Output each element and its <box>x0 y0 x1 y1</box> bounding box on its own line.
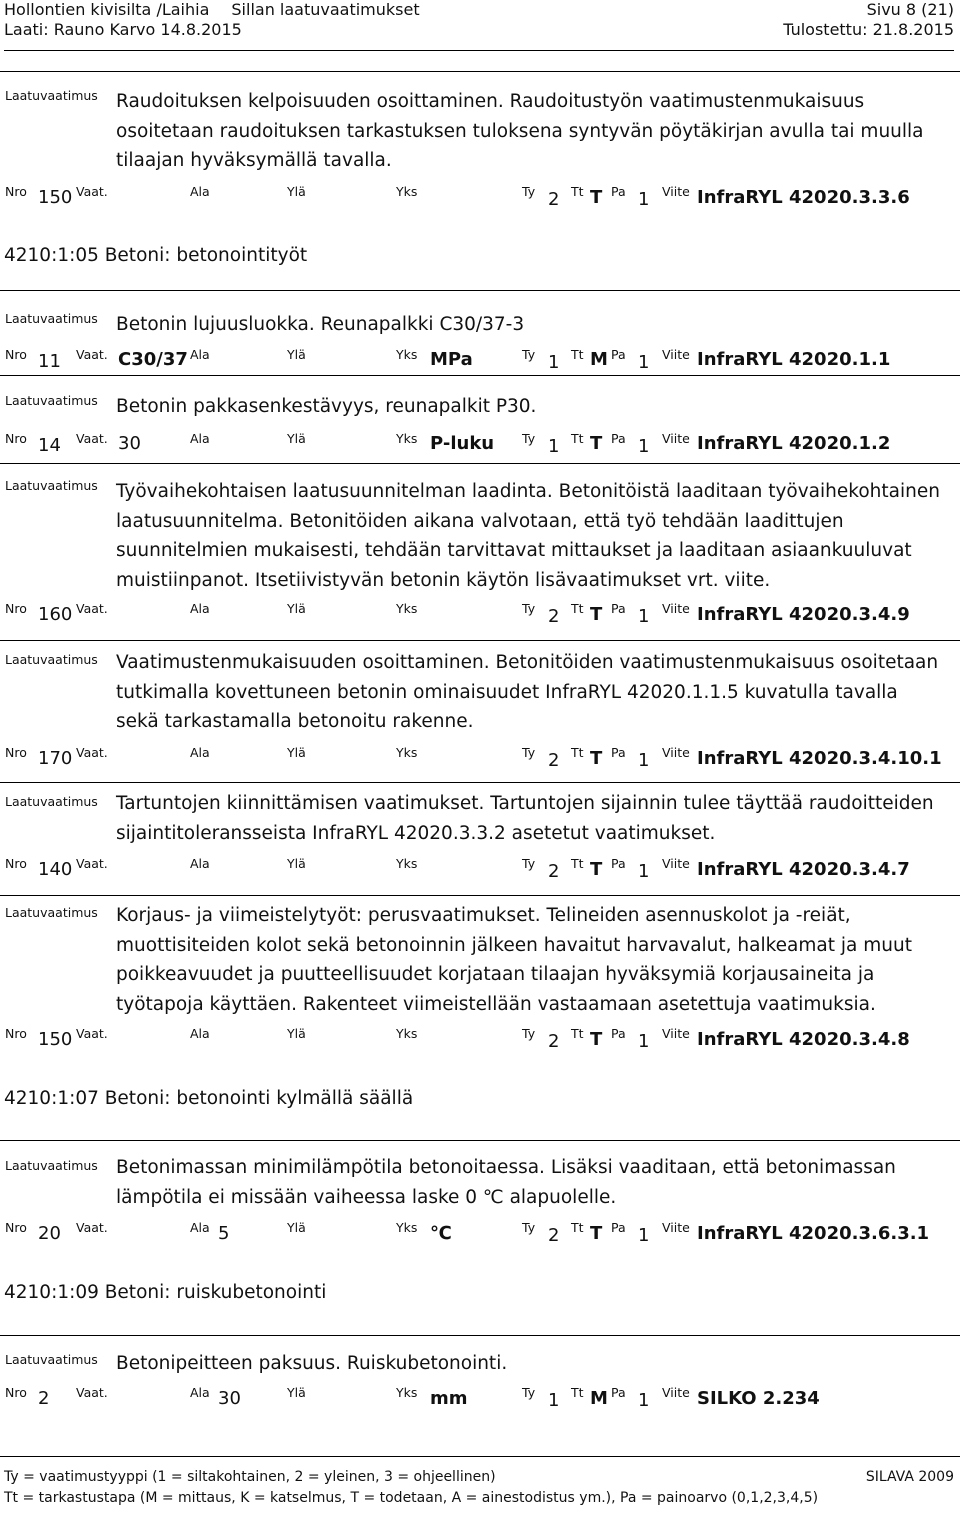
ala-label: Ala <box>190 431 210 446</box>
ty-label: Ty <box>522 1026 536 1041</box>
nro-label: Nro <box>5 745 27 760</box>
section-heading: 4210:1:05 Betoni: betonointityöt <box>4 245 308 266</box>
requirement-item <box>0 1140 960 1253</box>
requirement-item <box>0 71 960 212</box>
requirement-label: Laatuvaatimus <box>5 393 98 408</box>
viite-value: InfraRYL 42020.3.4.10.1 <box>697 748 942 769</box>
yla-label: Ylä <box>287 1220 306 1235</box>
pa-label: Pa <box>611 184 626 199</box>
yks-value: ℃ <box>430 1223 452 1244</box>
requirement-label: Laatuvaatimus <box>5 652 98 667</box>
section-heading: 4210:1:09 Betoni: ruiskubetonointi <box>4 1282 327 1303</box>
vaat-label: Vaat. <box>76 431 108 446</box>
ty-value: 2 <box>548 861 560 882</box>
viite-label: Viite <box>662 745 690 760</box>
vaat-label: Vaat. <box>76 347 108 362</box>
requirement-label: Laatuvaatimus <box>5 905 98 920</box>
document-name: Sillan laatuvaatimukset <box>231 0 420 19</box>
viite-label: Viite <box>662 1026 690 1041</box>
viite-value: InfraRYL 42020.3.3.6 <box>697 187 910 208</box>
tt-value: T <box>590 187 603 208</box>
requirement-item <box>0 895 960 1066</box>
tt-value: M <box>590 349 608 370</box>
nro-label: Nro <box>5 1220 27 1235</box>
ty-label: Ty <box>522 856 536 871</box>
print-date: Tulostettu: 21.8.2015 <box>783 20 954 39</box>
section-heading: 4210:1:07 Betoni: betonointi kylmällä säällä <box>4 1088 414 1109</box>
requirement-label: Laatuvaatimus <box>5 794 98 809</box>
nro-value: 2 <box>38 1388 50 1409</box>
requirement-item <box>0 640 960 783</box>
yla-label: Ylä <box>287 347 306 362</box>
nro-value: 11 <box>38 351 61 372</box>
yks-label: Yks <box>396 745 418 760</box>
tt-label: Tt <box>571 431 584 446</box>
requirement-item <box>0 463 960 641</box>
nro-value: 170 <box>38 748 73 769</box>
yla-label: Ylä <box>287 601 306 616</box>
project-name: Hollontien kivisilta /Laihia <box>4 0 210 19</box>
nro-label: Nro <box>5 347 27 362</box>
yla-label: Ylä <box>287 1385 306 1400</box>
viite-value: InfraRYL 42020.3.6.3.1 <box>697 1223 930 1244</box>
pa-value: 1 <box>638 352 650 373</box>
ty-label: Ty <box>522 745 536 760</box>
viite-value: InfraRYL 42020.3.4.9 <box>697 604 910 625</box>
pa-label: Pa <box>611 431 626 446</box>
yks-label: Yks <box>396 431 418 446</box>
viite-label: Viite <box>662 347 690 362</box>
requirement-item <box>0 1335 960 1421</box>
nro-label: Nro <box>5 431 27 446</box>
ty-label: Ty <box>522 347 536 362</box>
vaat-label: Vaat. <box>76 745 108 760</box>
nro-label: Nro <box>5 184 27 199</box>
tt-value: T <box>590 1029 603 1050</box>
requirement-item <box>0 375 960 464</box>
viite-label: Viite <box>662 1220 690 1235</box>
requirement-label: Laatuvaatimus <box>5 311 98 326</box>
vaat-label: Vaat. <box>76 856 108 871</box>
footer-legend-tt-pa: Tt = tarkastustapa (M = mittaus, K = katselmus, T = todetaan, A = ainestodistus ym.), Pa = painoarvo (0,1,2,3,4,5) <box>4 1490 819 1506</box>
nro-label: Nro <box>5 601 27 616</box>
vaat-label: Vaat. <box>76 1385 108 1400</box>
pa-value: 1 <box>638 1225 650 1246</box>
yks-label: Yks <box>396 601 418 616</box>
tt-value: T <box>590 859 603 880</box>
viite-value: InfraRYL 42020.3.4.8 <box>697 1029 910 1050</box>
ala-label: Ala <box>190 1220 210 1235</box>
requirement-text: Betonin lujuusluokka. Reunapalkki C30/37-3 <box>116 314 525 335</box>
ala-label: Ala <box>190 347 210 362</box>
vaat-label: Vaat. <box>76 1220 108 1235</box>
requirement-text: Betonimassan minimilämpötila betonoitaessa. Lisäksi vaaditaan, että betonimassan lämpötila ei missään vaiheessa laske 0 ℃ alapuolelle. <box>116 1157 896 1208</box>
vaat-label: Vaat. <box>76 1026 108 1041</box>
yks-value: mm <box>430 1388 468 1409</box>
ty-label: Ty <box>522 1385 536 1400</box>
tt-label: Tt <box>571 745 584 760</box>
yla-label: Ylä <box>287 745 306 760</box>
tt-label: Tt <box>571 856 584 871</box>
viite-label: Viite <box>662 601 690 616</box>
tt-value: M <box>590 1388 608 1409</box>
pa-label: Pa <box>611 856 626 871</box>
yla-label: Ylä <box>287 1026 306 1041</box>
yks-label: Yks <box>396 1385 418 1400</box>
nro-label: Nro <box>5 1385 27 1400</box>
yla-label: Ylä <box>287 184 306 199</box>
ty-value: 2 <box>548 606 560 627</box>
tt-label: Tt <box>571 1220 584 1235</box>
pa-label: Pa <box>611 1385 626 1400</box>
requirement-text: Korjaus- ja viimeistelytyöt: perusvaatimukset. Telineiden asennuskolot ja -reiät, muottisiteiden kolot sekä betonoinnin jälkeen havaitut harvavalut, halkeamat ja muut poikkeavuudet ja puutteellisuudet korjataan tilaajan hyväksymiä korjausaineita ja työtapoja käyttäen. Rakenteet viimeistellään vastaamaan asetettuja vaatimuksia. <box>116 905 912 1015</box>
viite-label: Viite <box>662 856 690 871</box>
ala-label: Ala <box>190 601 210 616</box>
yks-value: P-luku <box>430 433 495 454</box>
requirement-text: Työvaihekohtaisen laatusuunnitelman laadinta. Betonitöistä laaditaan työvaihekohtainen laatusuunnitelma. Betonitöiden aikana valvotaan, että työ tehdään laadittujen suunnitelmien mukaisesti, tehdään tarvittavat mittaukset ja laaditaan asiaankuuluvat muistiinpanot. Itsetiivistyvän betonin käytön lisävaatimukset vrt. viite. <box>116 481 940 591</box>
requirement-text: Vaatimustenmukaisuuden osoittaminen. Betonitöiden vaatimustenmukaisuus osoitetaan tutkimalla kovettuneen betonin ominaisuudet InfraRYL 42020.1.1.5 kuvatulla tavalla sekä tarkastamalla betonoitu rakenne. <box>116 652 939 732</box>
viite-value: InfraRYL 42020.1.2 <box>697 433 891 454</box>
yks-label: Yks <box>396 856 418 871</box>
ala-label: Ala <box>190 745 210 760</box>
ty-label: Ty <box>522 431 536 446</box>
vaat-label: Vaat. <box>76 601 108 616</box>
viite-value: SILKO 2.234 <box>697 1388 820 1409</box>
pa-label: Pa <box>611 601 626 616</box>
pa-label: Pa <box>611 1220 626 1235</box>
vaat-value: 30 <box>118 433 141 454</box>
ty-value: 2 <box>548 1031 560 1052</box>
nro-label: Nro <box>5 1026 27 1041</box>
yla-label: Ylä <box>287 856 306 871</box>
ala-value: 5 <box>218 1223 230 1244</box>
pa-value: 1 <box>638 189 650 210</box>
tt-label: Tt <box>571 1385 584 1400</box>
viite-value: InfraRYL 42020.1.1 <box>697 349 891 370</box>
pa-label: Pa <box>611 745 626 760</box>
yla-label: Ylä <box>287 431 306 446</box>
viite-label: Viite <box>662 431 690 446</box>
tt-value: T <box>590 748 603 769</box>
nro-value: 150 <box>38 187 73 208</box>
requirement-text: Raudoituksen kelpoisuuden osoittaminen. Raudoitustyön vaatimustenmukaisuus osoitetaan raudoituksen tarkastuksen tuloksena syntyvän pöytäkirjan avulla tai muulla tilaajan hyväksymällä tavalla. <box>116 91 924 171</box>
viite-label: Viite <box>662 184 690 199</box>
ty-value: 2 <box>548 750 560 771</box>
nro-value: 14 <box>38 435 61 456</box>
pa-value: 1 <box>638 1031 650 1052</box>
page-header <box>4 0 954 51</box>
requirement-text: Betonin pakkasenkestävyys, reunapalkit P30. <box>116 396 537 417</box>
tt-value: T <box>590 1223 603 1244</box>
ty-value: 1 <box>548 436 560 457</box>
tt-label: Tt <box>571 1026 584 1041</box>
pa-value: 1 <box>638 436 650 457</box>
ty-value: 2 <box>548 189 560 210</box>
ty-value: 1 <box>548 352 560 373</box>
requirement-label: Laatuvaatimus <box>5 1352 98 1367</box>
tt-value: T <box>590 433 603 454</box>
ty-value: 2 <box>548 1225 560 1246</box>
author: Laati: Rauno Karvo 14.8.2015 <box>4 20 242 39</box>
requirement-item <box>0 290 960 376</box>
pa-value: 1 <box>638 1390 650 1411</box>
yks-value: MPa <box>430 349 473 370</box>
ty-label: Ty <box>522 184 536 199</box>
ala-label: Ala <box>190 856 210 871</box>
pa-value: 1 <box>638 750 650 771</box>
ty-label: Ty <box>522 601 536 616</box>
footer-standard: SILAVA 2009 <box>865 1469 954 1485</box>
nro-value: 140 <box>38 859 73 880</box>
ala-label: Ala <box>190 1385 210 1400</box>
viite-value: InfraRYL 42020.3.4.7 <box>697 859 910 880</box>
requirement-item <box>0 782 960 896</box>
requirement-text: Betonipeitteen paksuus. Ruiskubetonointi. <box>116 1353 508 1374</box>
tt-label: Tt <box>571 184 584 199</box>
vaat-value: C30/37 <box>118 349 188 370</box>
pa-value: 1 <box>638 606 650 627</box>
ala-value: 30 <box>218 1388 241 1409</box>
vaat-label: Vaat. <box>76 184 108 199</box>
nro-value: 20 <box>38 1223 61 1244</box>
pa-label: Pa <box>611 347 626 362</box>
ala-label: Ala <box>190 1026 210 1041</box>
nro-value: 160 <box>38 604 73 625</box>
pa-value: 1 <box>638 861 650 882</box>
page-footer <box>0 1456 960 1513</box>
yks-label: Yks <box>396 347 418 362</box>
yks-label: Yks <box>396 184 418 199</box>
tt-value: T <box>590 604 603 625</box>
yks-label: Yks <box>396 1026 418 1041</box>
requirement-label: Laatuvaatimus <box>5 1158 98 1173</box>
pa-label: Pa <box>611 1026 626 1041</box>
requirement-label: Laatuvaatimus <box>5 478 98 493</box>
ty-value: 1 <box>548 1390 560 1411</box>
ala-label: Ala <box>190 184 210 199</box>
requirement-text: Tartuntojen kiinnittämisen vaatimukset. Tartuntojen sijainnin tulee täyttää raudoitteiden sijaintitoleransseista InfraRYL 42020.3.3.2 asetetut vaatimukset. <box>116 793 934 844</box>
nro-label: Nro <box>5 856 27 871</box>
tt-label: Tt <box>571 601 584 616</box>
yks-label: Yks <box>396 1220 418 1235</box>
viite-label: Viite <box>662 1385 690 1400</box>
requirement-label: Laatuvaatimus <box>5 88 98 103</box>
page-number: Sivu 8 (21) <box>866 0 954 19</box>
nro-value: 150 <box>38 1029 73 1050</box>
footer-legend-ty: Ty = vaatimustyyppi (1 = siltakohtainen, 2 = yleinen, 3 = ohjeellinen) <box>4 1469 496 1485</box>
ty-label: Ty <box>522 1220 536 1235</box>
tt-label: Tt <box>571 347 584 362</box>
